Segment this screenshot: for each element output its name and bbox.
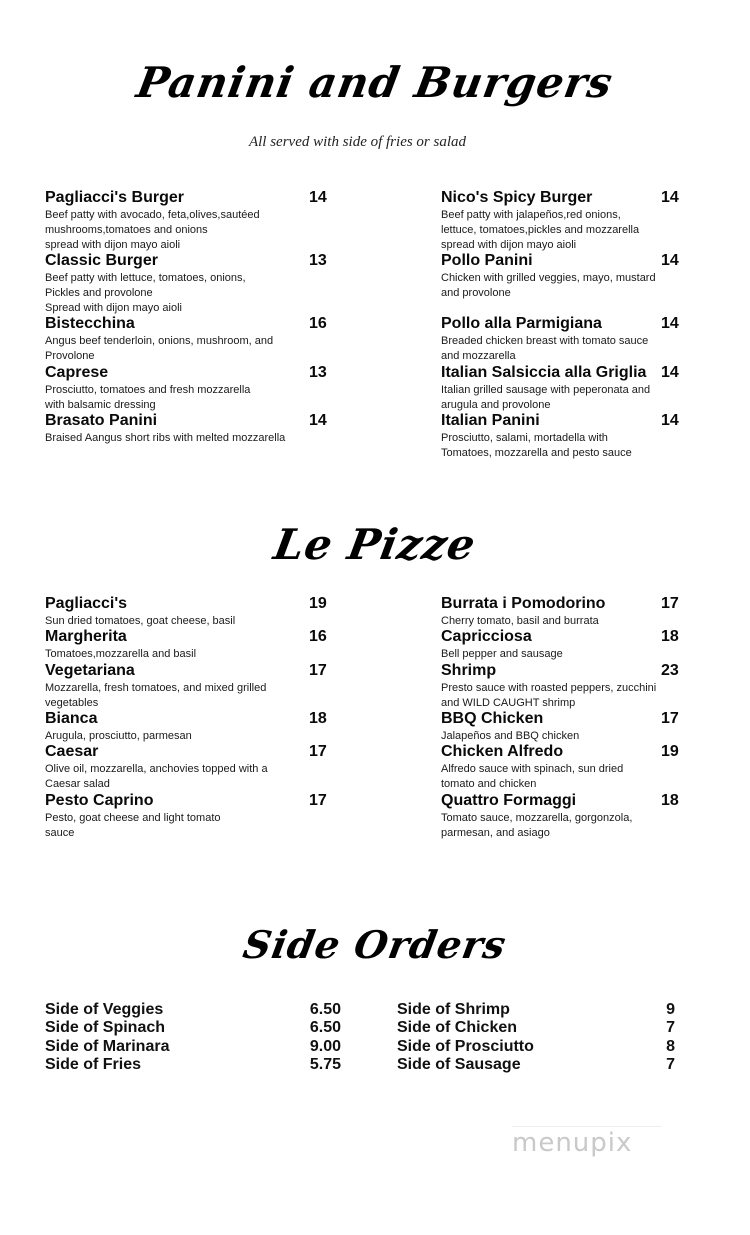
menu-item bbox=[45, 412, 335, 446]
menu-item-price: 13 bbox=[309, 252, 327, 269]
menu-item-description: Italian grilled sausage with peperonata and arugula and provolone bbox=[441, 384, 651, 411]
menu-item-description: Arugula, prosciutto, parmesan bbox=[45, 730, 192, 742]
menu-item-description: Chicken with grilled veggies, mayo, mustard and provolone bbox=[441, 272, 656, 299]
side-item-price: 7 bbox=[666, 1056, 675, 1073]
side-item-price: 6.50 bbox=[309, 1001, 341, 1018]
pizze-section-title: Le Pizze bbox=[270, 520, 480, 569]
menu-item bbox=[441, 364, 731, 413]
panini-section-title: Panini and Burgers bbox=[133, 58, 617, 107]
menu-item bbox=[45, 189, 335, 253]
side-item-price: 9 bbox=[666, 1001, 675, 1018]
menu-item-price: 18 bbox=[309, 710, 327, 727]
menu-item-name: Pagliacci's bbox=[45, 595, 128, 612]
menu-item bbox=[441, 628, 731, 662]
menu-item-price: 19 bbox=[309, 595, 327, 612]
menu-item bbox=[45, 595, 335, 629]
side-item-price: 9.00 bbox=[309, 1038, 341, 1055]
side-item bbox=[45, 1056, 345, 1074]
menu-item-description: Beef patty with jalapeños,red onions, lettuce, tomatoes,pickles and mozzarella spread with dijon mayo aioli bbox=[441, 209, 640, 251]
menu-item-description: Angus beef tenderloin, onions, mushroom, and Provolone bbox=[45, 335, 274, 362]
menu-item-price: 14 bbox=[661, 189, 679, 206]
menu-item-price: 14 bbox=[661, 364, 679, 381]
menu-item-name: Pagliacci's Burger bbox=[45, 189, 184, 206]
menu-item bbox=[45, 662, 335, 711]
menu-item-price: 14 bbox=[661, 252, 679, 269]
menu-item-description: Prosciutto, tomatoes and fresh mozzarella with balsamic dressing bbox=[45, 384, 251, 411]
menu-item bbox=[441, 662, 731, 711]
side-item-name: Side of Fries bbox=[45, 1056, 142, 1073]
menu-item-description: Jalapeños and BBQ chicken bbox=[441, 730, 580, 742]
menu-item-description: Sun dried tomatoes, goat cheese, basil bbox=[45, 615, 236, 627]
menu-item bbox=[441, 595, 731, 629]
menu-item bbox=[45, 628, 335, 662]
menu-item-price: 13 bbox=[309, 364, 327, 381]
side-item-name: Side of Chicken bbox=[397, 1019, 518, 1036]
menu-item-description: Braised Aangus short ribs with melted mozzarella bbox=[45, 432, 286, 444]
side-item bbox=[45, 1001, 345, 1019]
side-item bbox=[45, 1019, 345, 1037]
menu-item-price: 17 bbox=[309, 743, 327, 760]
panini-section-subtitle: All served with side of fries or salad bbox=[248, 134, 467, 150]
menu-item-price: 18 bbox=[661, 792, 679, 809]
menu-item-name: Burrata i Pomodorino bbox=[441, 595, 606, 612]
menu-item-price: 14 bbox=[661, 412, 679, 429]
menu-item-name: Caprese bbox=[45, 364, 109, 381]
menu-item-name: Nico's Spicy Burger bbox=[441, 189, 593, 206]
menu-item-name: Vegetariana bbox=[45, 662, 135, 679]
menu-item-description: Bell pepper and sausage bbox=[441, 648, 563, 660]
side-item-name: Side of Sausage bbox=[397, 1056, 521, 1073]
side-item bbox=[397, 1056, 677, 1074]
menu-item-name: Classic Burger bbox=[45, 252, 158, 269]
side-item-name: Side of Spinach bbox=[45, 1019, 166, 1036]
menu-item-description: Pesto, goat cheese and light tomato sauce bbox=[45, 812, 221, 839]
menu-item-price: 17 bbox=[661, 710, 679, 727]
menu-item bbox=[441, 189, 731, 253]
menu-item-name: Chicken Alfredo bbox=[441, 743, 564, 760]
menu-item bbox=[45, 710, 335, 744]
side-item bbox=[397, 1019, 677, 1037]
menu-item bbox=[441, 315, 731, 364]
menu-item-name: BBQ Chicken bbox=[441, 710, 544, 727]
menu-item-description: Cherry tomato, basil and burrata bbox=[441, 615, 599, 627]
menu-item-name: Capricciosa bbox=[441, 628, 532, 645]
menu-item bbox=[45, 315, 335, 364]
menu-item bbox=[441, 792, 731, 841]
watermark-divider bbox=[512, 1126, 662, 1127]
sides-section-title: Side Orders bbox=[239, 922, 511, 967]
menu-item bbox=[45, 792, 335, 841]
menu-item-price: 14 bbox=[661, 315, 679, 332]
menu-item-name: Brasato Panini bbox=[45, 412, 158, 429]
menu-item-name: Italian Salsiccia alla Griglia bbox=[441, 364, 647, 381]
side-item-price: 5.75 bbox=[309, 1056, 341, 1073]
menu-item bbox=[441, 710, 731, 744]
menu-item bbox=[441, 412, 731, 461]
menu-item bbox=[441, 743, 731, 792]
menu-item bbox=[45, 364, 335, 413]
side-item-name: Side of Veggies bbox=[45, 1001, 164, 1018]
menu-item-name: Caesar bbox=[45, 743, 99, 760]
side-item-price: 7 bbox=[666, 1019, 675, 1036]
menu-item-name: Pollo alla Parmigiana bbox=[441, 315, 602, 332]
menu-item bbox=[45, 743, 335, 792]
menu-item-price: 16 bbox=[309, 315, 327, 332]
side-item bbox=[397, 1001, 677, 1019]
menu-item-description: Beef patty with lettuce, tomatoes, onions, Pickles and provolone Spread with dijon mayo aioli bbox=[45, 272, 246, 314]
menu-item-description: Mozzarella, fresh tomatoes, and mixed grilled vegetables bbox=[45, 682, 267, 709]
menu-item-description: Presto sauce with roasted peppers, zucchini and WILD CAUGHT shrimp bbox=[441, 682, 657, 709]
menu-item-price: 14 bbox=[309, 412, 327, 429]
menupix-watermark: menupix bbox=[512, 1128, 633, 1158]
menu-item-description: Beef patty with avocado, feta,olives,sautéed mushrooms,tomatoes and onions spread with dijon mayo aioli bbox=[45, 209, 260, 251]
menu-item-price: 19 bbox=[661, 743, 679, 760]
menu-item-price: 17 bbox=[309, 662, 327, 679]
menu-item-price: 17 bbox=[661, 595, 679, 612]
side-item-name: Side of Shrimp bbox=[397, 1001, 510, 1018]
menu-item-price: 14 bbox=[309, 189, 327, 206]
menu-item-description: Tomato sauce, mozzarella, gorgonzola, parmesan, and asiago bbox=[441, 812, 633, 839]
menu-item-price: 18 bbox=[661, 628, 679, 645]
menu-item-name: Bianca bbox=[45, 710, 98, 727]
menu-item-name: Italian Panini bbox=[441, 412, 540, 429]
menu-item-name: Quattro Formaggi bbox=[441, 792, 577, 809]
side-item bbox=[397, 1038, 677, 1056]
side-item bbox=[45, 1038, 345, 1056]
menu-item-name: Pollo Panini bbox=[441, 252, 533, 269]
side-item-price: 6.50 bbox=[309, 1019, 341, 1036]
menu-item-description: Breaded chicken breast with tomato sauce and mozzarella bbox=[441, 335, 649, 362]
side-item-name: Side of Prosciutto bbox=[397, 1038, 534, 1055]
menu-item bbox=[45, 252, 335, 316]
menu-item-description: Prosciutto, salami, mortadella with Tomatoes, mozzarella and pesto sauce bbox=[441, 432, 632, 459]
menu-item-name: Margherita bbox=[45, 628, 127, 645]
menu-item-description: Alfredo sauce with spinach, sun dried tomato and chicken bbox=[441, 763, 624, 790]
menu-item-description: Tomatoes,mozzarella and basil bbox=[45, 648, 197, 660]
menu-item-price: 16 bbox=[309, 628, 327, 645]
menu-item-name: Pesto Caprino bbox=[45, 792, 154, 809]
menu-item-description: Olive oil, mozzarella, anchovies topped with a Caesar salad bbox=[45, 763, 268, 790]
side-item-price: 8 bbox=[666, 1038, 675, 1055]
menu-item-price: 23 bbox=[661, 662, 679, 679]
menu-item-name: Shrimp bbox=[441, 662, 497, 679]
menu-item bbox=[441, 252, 731, 301]
menu-item-price: 17 bbox=[309, 792, 327, 809]
side-item-name: Side of Marinara bbox=[45, 1038, 170, 1055]
menu-item-name: Bistecchina bbox=[45, 315, 135, 332]
